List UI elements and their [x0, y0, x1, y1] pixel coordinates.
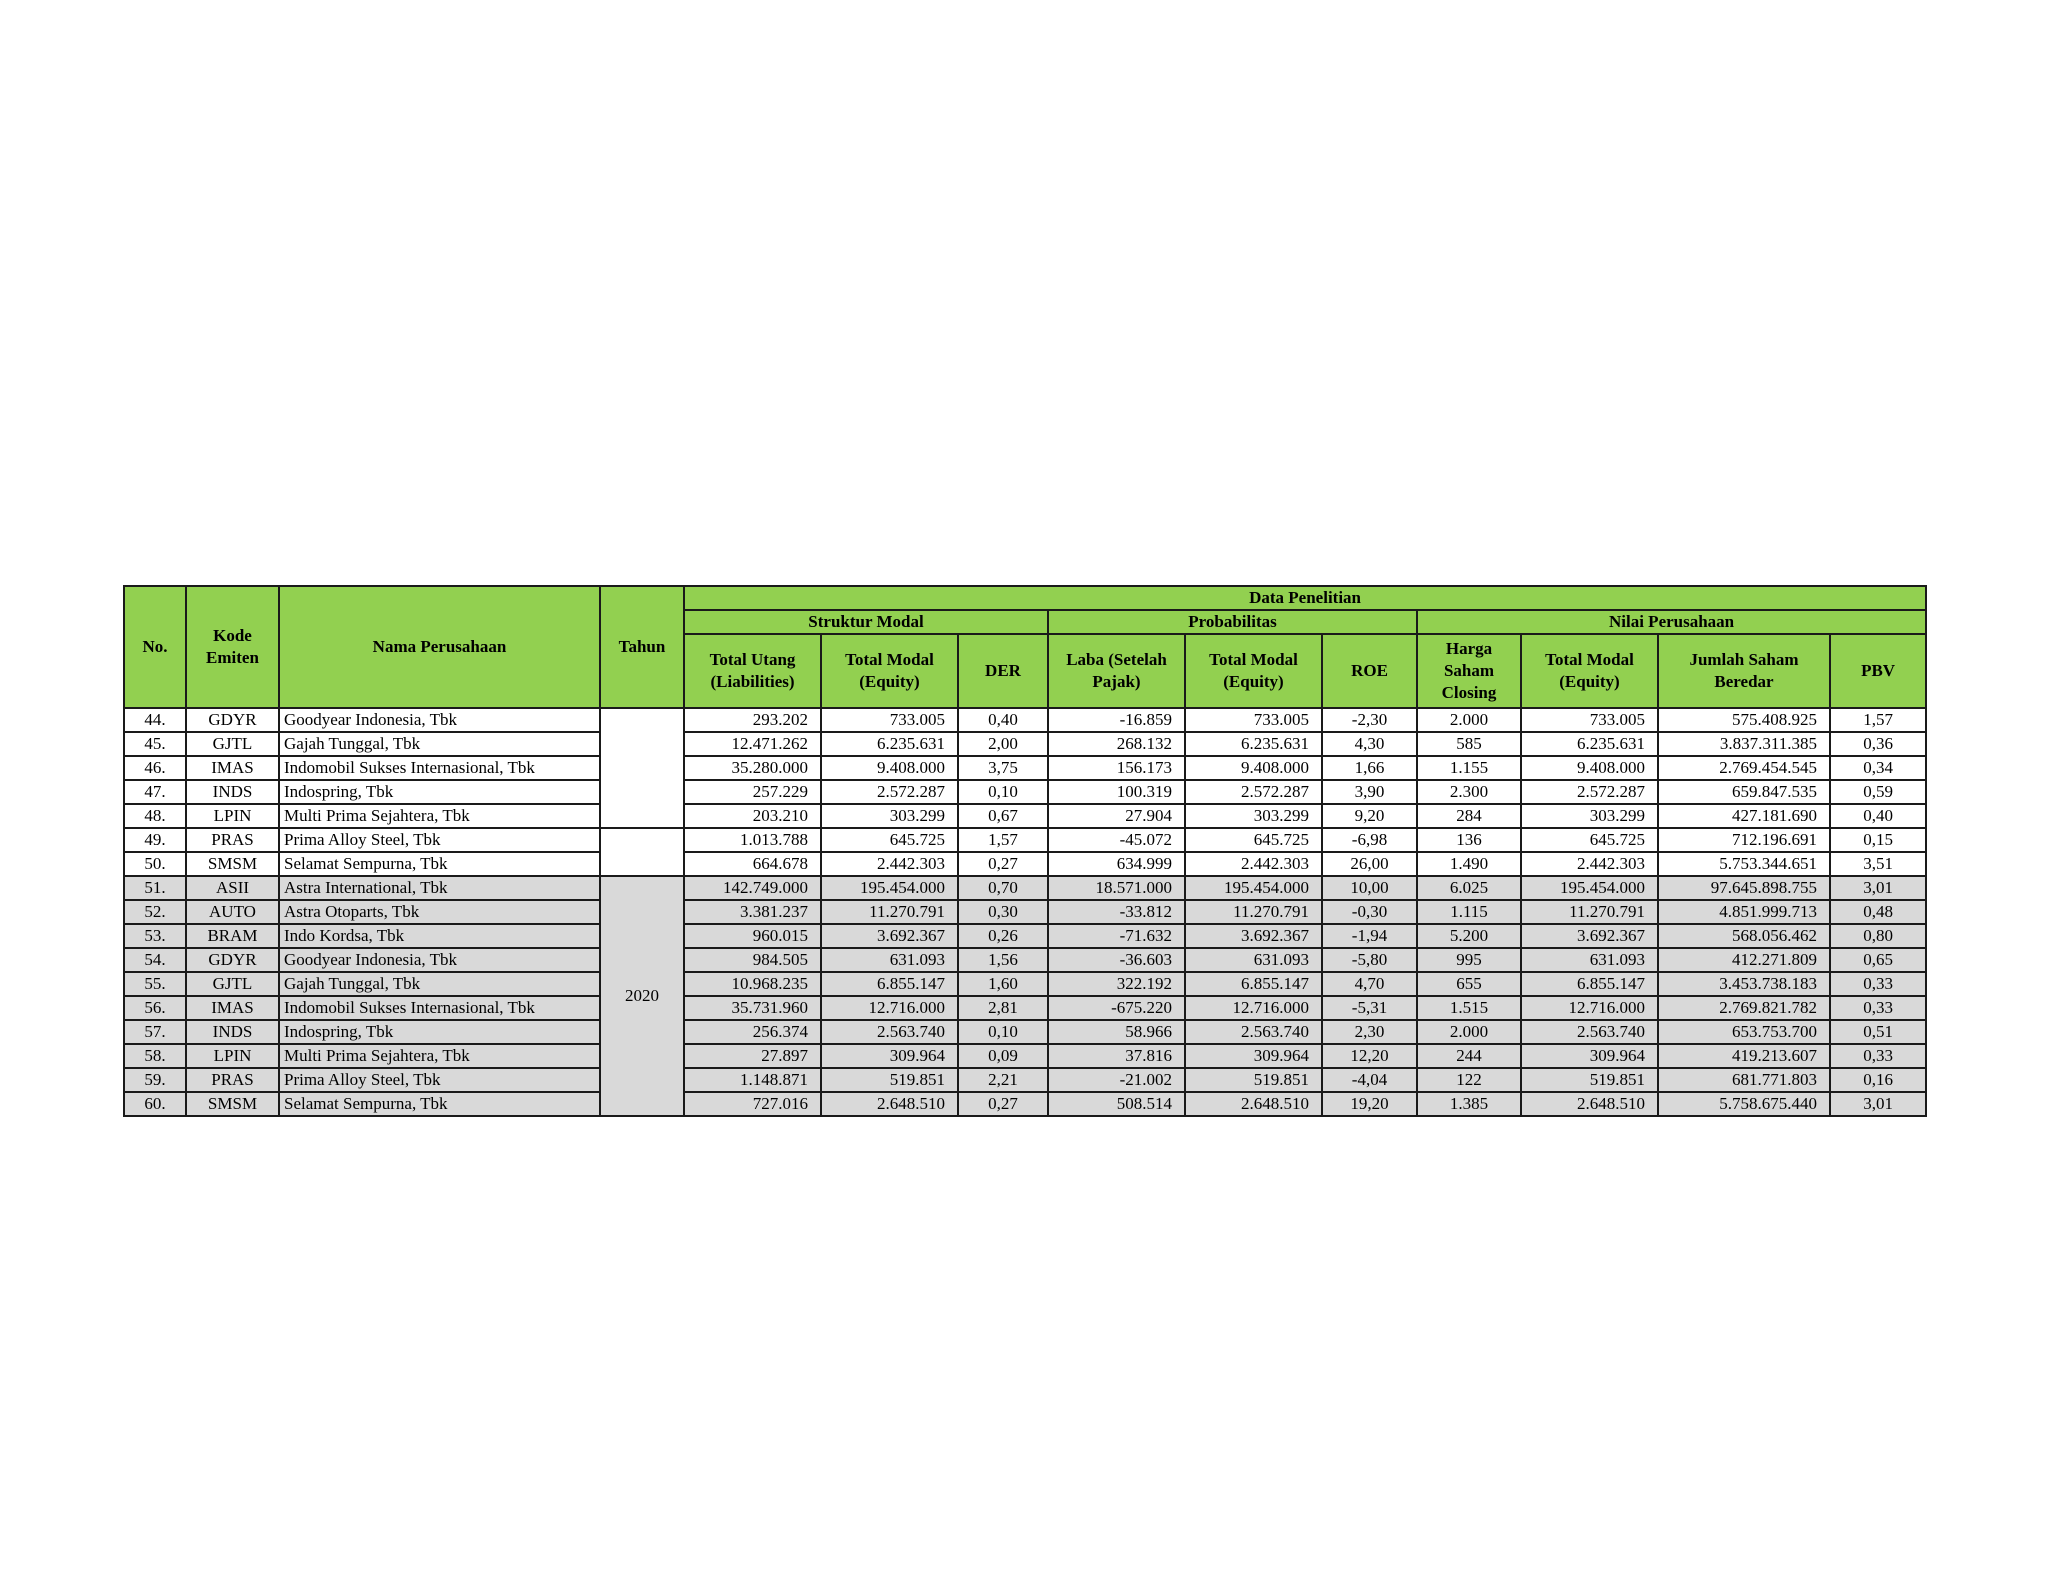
table-row — [124, 972, 1926, 996]
header-struktur-modal: Struktur Modal — [684, 610, 1048, 634]
cell-nama-perusahaan: Prima Alloy Steel, Tbk — [279, 828, 600, 852]
cell-harga-saham-closing: 1.115 — [1417, 900, 1521, 924]
cell-total-utang: 1.013.788 — [684, 828, 821, 852]
cell-total-utang: 960.015 — [684, 924, 821, 948]
cell-kode-emiten: INDS — [186, 1020, 279, 1044]
cell-jumlah-saham-beredar: 419.213.607 — [1658, 1044, 1830, 1068]
cell-laba-setelah-pajak: 100.319 — [1048, 780, 1185, 804]
cell-laba-setelah-pajak: 268.132 — [1048, 732, 1185, 756]
cell-kode-emiten: SMSM — [186, 1092, 279, 1116]
cell-laba-setelah-pajak: 37.816 — [1048, 1044, 1185, 1068]
cell-der: 0,10 — [958, 1020, 1048, 1044]
table-row — [124, 732, 1926, 756]
header-total-modal-struktur: Total Modal (Equity) — [821, 634, 958, 708]
cell-pbv: 0,34 — [1830, 756, 1926, 780]
cell-roe: 1,66 — [1322, 756, 1417, 780]
cell-no: 45. — [124, 732, 186, 756]
cell-laba-setelah-pajak: 18.571.000 — [1048, 876, 1185, 900]
cell-pbv: 0,33 — [1830, 1044, 1926, 1068]
cell-total-modal-probabilitas: 645.725 — [1185, 828, 1322, 852]
cell-no: 44. — [124, 708, 186, 732]
cell-total-modal-probabilitas: 2.563.740 — [1185, 1020, 1322, 1044]
cell-total-modal-nilai: 2.563.740 — [1521, 1020, 1658, 1044]
cell-kode-emiten: SMSM — [186, 852, 279, 876]
cell-kode-emiten: GDYR — [186, 708, 279, 732]
cell-nama-perusahaan: Indospring, Tbk — [279, 1020, 600, 1044]
cell-jumlah-saham-beredar: 575.408.925 — [1658, 708, 1830, 732]
cell-total-modal-probabilitas: 12.716.000 — [1185, 996, 1322, 1020]
header-tahun: Tahun — [600, 586, 684, 708]
table-row — [124, 900, 1926, 924]
cell-total-modal-nilai: 303.299 — [1521, 804, 1658, 828]
cell-laba-setelah-pajak: -33.812 — [1048, 900, 1185, 924]
cell-total-modal-nilai: 12.716.000 — [1521, 996, 1658, 1020]
cell-total-modal-nilai: 11.270.791 — [1521, 900, 1658, 924]
cell-no: 52. — [124, 900, 186, 924]
cell-kode-emiten: INDS — [186, 780, 279, 804]
cell-total-utang: 203.210 — [684, 804, 821, 828]
table-row — [124, 780, 1926, 804]
cell-nama-perusahaan: Multi Prima Sejahtera, Tbk — [279, 1044, 600, 1068]
cell-kode-emiten: IMAS — [186, 756, 279, 780]
cell-total-modal-probabilitas: 631.093 — [1185, 948, 1322, 972]
cell-total-utang: 35.731.960 — [684, 996, 821, 1020]
cell-total-utang: 256.374 — [684, 1020, 821, 1044]
cell-jumlah-saham-beredar: 97.645.898.755 — [1658, 876, 1830, 900]
cell-harga-saham-closing: 1.490 — [1417, 852, 1521, 876]
header-pbv: PBV — [1830, 634, 1926, 708]
table-row — [124, 876, 1926, 900]
cell-jumlah-saham-beredar: 5.753.344.651 — [1658, 852, 1830, 876]
cell-nama-perusahaan: Multi Prima Sejahtera, Tbk — [279, 804, 600, 828]
cell-roe: 4,70 — [1322, 972, 1417, 996]
table-row — [124, 996, 1926, 1020]
cell-roe: 9,20 — [1322, 804, 1417, 828]
cell-pbv: 1,57 — [1830, 708, 1926, 732]
header-nilai-perusahaan: Nilai Perusahaan — [1417, 610, 1926, 634]
cell-kode-emiten: IMAS — [186, 996, 279, 1020]
cell-roe: -5,80 — [1322, 948, 1417, 972]
cell-jumlah-saham-beredar: 2.769.454.545 — [1658, 756, 1830, 780]
header-laba-setelah-pajak: Laba (Setelah Pajak) — [1048, 634, 1185, 708]
cell-jumlah-saham-beredar: 2.769.821.782 — [1658, 996, 1830, 1020]
cell-kode-emiten: GDYR — [186, 948, 279, 972]
cell-total-modal-probabilitas: 6.235.631 — [1185, 732, 1322, 756]
cell-pbv: 0,48 — [1830, 900, 1926, 924]
cell-total-modal-nilai: 2.442.303 — [1521, 852, 1658, 876]
cell-laba-setelah-pajak: -16.859 — [1048, 708, 1185, 732]
cell-kode-emiten: BRAM — [186, 924, 279, 948]
cell-kode-emiten: PRAS — [186, 828, 279, 852]
cell-total-modal-struktur: 733.005 — [821, 708, 958, 732]
cell-roe: -2,30 — [1322, 708, 1417, 732]
cell-roe: 4,30 — [1322, 732, 1417, 756]
cell-total-modal-struktur: 6.855.147 — [821, 972, 958, 996]
cell-nama-perusahaan: Indospring, Tbk — [279, 780, 600, 804]
cell-der: 0,27 — [958, 852, 1048, 876]
cell-no: 58. — [124, 1044, 186, 1068]
cell-jumlah-saham-beredar: 5.758.675.440 — [1658, 1092, 1830, 1116]
cell-total-utang: 142.749.000 — [684, 876, 821, 900]
cell-total-modal-probabilitas: 303.299 — [1185, 804, 1322, 828]
cell-der: 1,57 — [958, 828, 1048, 852]
cell-no: 49. — [124, 828, 186, 852]
table-row — [124, 804, 1926, 828]
cell-jumlah-saham-beredar: 4.851.999.713 — [1658, 900, 1830, 924]
cell-total-modal-nilai: 733.005 — [1521, 708, 1658, 732]
cell-nama-perusahaan: Indomobil Sukses Internasional, Tbk — [279, 996, 600, 1020]
header-kode-emiten: Kode Emiten — [186, 586, 279, 708]
cell-total-modal-nilai: 6.855.147 — [1521, 972, 1658, 996]
cell-pbv: 3,01 — [1830, 1092, 1926, 1116]
cell-tahun-blank — [600, 828, 684, 876]
cell-jumlah-saham-beredar: 659.847.535 — [1658, 780, 1830, 804]
cell-total-modal-struktur: 2.572.287 — [821, 780, 958, 804]
cell-laba-setelah-pajak: -71.632 — [1048, 924, 1185, 948]
cell-jumlah-saham-beredar: 712.196.691 — [1658, 828, 1830, 852]
header-der: DER — [958, 634, 1048, 708]
cell-total-modal-nilai: 6.235.631 — [1521, 732, 1658, 756]
cell-kode-emiten: LPIN — [186, 1044, 279, 1068]
cell-total-modal-nilai: 9.408.000 — [1521, 756, 1658, 780]
cell-total-utang: 3.381.237 — [684, 900, 821, 924]
cell-roe: 26,00 — [1322, 852, 1417, 876]
cell-total-utang: 727.016 — [684, 1092, 821, 1116]
cell-laba-setelah-pajak: -45.072 — [1048, 828, 1185, 852]
cell-nama-perusahaan: Gajah Tunggal, Tbk — [279, 972, 600, 996]
cell-kode-emiten: PRAS — [186, 1068, 279, 1092]
cell-total-utang: 1.148.871 — [684, 1068, 821, 1092]
cell-no: 56. — [124, 996, 186, 1020]
cell-der: 0,27 — [958, 1092, 1048, 1116]
cell-total-modal-nilai: 519.851 — [1521, 1068, 1658, 1092]
cell-total-modal-probabilitas: 519.851 — [1185, 1068, 1322, 1092]
header-jumlah-saham-beredar: Jumlah Saham Beredar — [1658, 634, 1830, 708]
cell-der: 0,09 — [958, 1044, 1048, 1068]
cell-total-modal-struktur: 2.563.740 — [821, 1020, 958, 1044]
header-harga-saham-closing: Harga Saham Closing — [1417, 634, 1521, 708]
cell-der: 0,70 — [958, 876, 1048, 900]
cell-jumlah-saham-beredar: 681.771.803 — [1658, 1068, 1830, 1092]
cell-total-modal-struktur: 303.299 — [821, 804, 958, 828]
cell-harga-saham-closing: 2.000 — [1417, 708, 1521, 732]
research-data-table — [123, 585, 1927, 1117]
cell-pbv: 0,36 — [1830, 732, 1926, 756]
cell-der: 2,81 — [958, 996, 1048, 1020]
cell-pbv: 3,01 — [1830, 876, 1926, 900]
cell-total-modal-nilai: 309.964 — [1521, 1044, 1658, 1068]
cell-total-modal-probabilitas: 195.454.000 — [1185, 876, 1322, 900]
cell-roe: 19,20 — [1322, 1092, 1417, 1116]
cell-der: 0,67 — [958, 804, 1048, 828]
cell-no: 59. — [124, 1068, 186, 1092]
cell-no: 47. — [124, 780, 186, 804]
table-row — [124, 708, 1926, 732]
cell-total-modal-nilai: 195.454.000 — [1521, 876, 1658, 900]
cell-kode-emiten: AUTO — [186, 900, 279, 924]
cell-roe: -6,98 — [1322, 828, 1417, 852]
cell-total-utang: 293.202 — [684, 708, 821, 732]
cell-pbv: 0,51 — [1830, 1020, 1926, 1044]
cell-der: 1,56 — [958, 948, 1048, 972]
cell-total-modal-struktur: 309.964 — [821, 1044, 958, 1068]
cell-roe: -1,94 — [1322, 924, 1417, 948]
cell-der: 0,40 — [958, 708, 1048, 732]
cell-laba-setelah-pajak: 58.966 — [1048, 1020, 1185, 1044]
cell-total-modal-probabilitas: 2.648.510 — [1185, 1092, 1322, 1116]
table-row — [124, 1044, 1926, 1068]
cell-total-modal-struktur: 9.408.000 — [821, 756, 958, 780]
cell-tahun-blank — [600, 708, 684, 828]
cell-kode-emiten: ASII — [186, 876, 279, 900]
cell-roe: 12,20 — [1322, 1044, 1417, 1068]
cell-total-modal-probabilitas: 309.964 — [1185, 1044, 1322, 1068]
cell-no: 55. — [124, 972, 186, 996]
header-total-modal-nilai: Total Modal (Equity) — [1521, 634, 1658, 708]
cell-total-utang: 27.897 — [684, 1044, 821, 1068]
table-body — [124, 708, 1926, 1116]
cell-total-modal-struktur: 2.648.510 — [821, 1092, 958, 1116]
cell-laba-setelah-pajak: 634.999 — [1048, 852, 1185, 876]
cell-nama-perusahaan: Indomobil Sukses Internasional, Tbk — [279, 756, 600, 780]
cell-der: 3,75 — [958, 756, 1048, 780]
cell-total-modal-probabilitas: 6.855.147 — [1185, 972, 1322, 996]
cell-harga-saham-closing: 1.385 — [1417, 1092, 1521, 1116]
cell-total-utang: 35.280.000 — [684, 756, 821, 780]
cell-harga-saham-closing: 244 — [1417, 1044, 1521, 1068]
cell-jumlah-saham-beredar: 3.837.311.385 — [1658, 732, 1830, 756]
cell-total-modal-struktur: 6.235.631 — [821, 732, 958, 756]
cell-laba-setelah-pajak: 508.514 — [1048, 1092, 1185, 1116]
cell-jumlah-saham-beredar: 3.453.738.183 — [1658, 972, 1830, 996]
header-data-penelitian: Data Penelitian — [684, 586, 1926, 610]
cell-nama-perusahaan: Astra International, Tbk — [279, 876, 600, 900]
cell-harga-saham-closing: 585 — [1417, 732, 1521, 756]
cell-pbv: 0,16 — [1830, 1068, 1926, 1092]
header-total-modal-probabilitas: Total Modal (Equity) — [1185, 634, 1322, 708]
cell-pbv: 0,15 — [1830, 828, 1926, 852]
cell-harga-saham-closing: 2.300 — [1417, 780, 1521, 804]
cell-pbv: 0,33 — [1830, 996, 1926, 1020]
header-probabilitas: Probabilitas — [1048, 610, 1417, 634]
cell-pbv: 0,59 — [1830, 780, 1926, 804]
cell-kode-emiten: GJTL — [186, 972, 279, 996]
cell-pbv: 0,80 — [1830, 924, 1926, 948]
cell-roe: 10,00 — [1322, 876, 1417, 900]
cell-nama-perusahaan: Goodyear Indonesia, Tbk — [279, 948, 600, 972]
cell-harga-saham-closing: 284 — [1417, 804, 1521, 828]
header-no: No. — [124, 586, 186, 708]
cell-harga-saham-closing: 122 — [1417, 1068, 1521, 1092]
cell-laba-setelah-pajak: 27.904 — [1048, 804, 1185, 828]
cell-kode-emiten: LPIN — [186, 804, 279, 828]
cell-no: 54. — [124, 948, 186, 972]
cell-total-modal-struktur: 645.725 — [821, 828, 958, 852]
cell-total-modal-struktur: 11.270.791 — [821, 900, 958, 924]
cell-no: 51. — [124, 876, 186, 900]
cell-total-modal-probabilitas: 11.270.791 — [1185, 900, 1322, 924]
cell-pbv: 0,65 — [1830, 948, 1926, 972]
cell-harga-saham-closing: 6.025 — [1417, 876, 1521, 900]
cell-roe: -4,04 — [1322, 1068, 1417, 1092]
cell-der: 0,10 — [958, 780, 1048, 804]
cell-no: 60. — [124, 1092, 186, 1116]
cell-der: 1,60 — [958, 972, 1048, 996]
cell-laba-setelah-pajak: 156.173 — [1048, 756, 1185, 780]
cell-der: 0,26 — [958, 924, 1048, 948]
cell-total-modal-nilai: 2.572.287 — [1521, 780, 1658, 804]
table-header — [124, 586, 1926, 708]
cell-total-utang: 10.968.235 — [684, 972, 821, 996]
cell-nama-perusahaan: Selamat Sempurna, Tbk — [279, 1092, 600, 1116]
cell-laba-setelah-pajak: -36.603 — [1048, 948, 1185, 972]
cell-total-modal-struktur: 519.851 — [821, 1068, 958, 1092]
cell-no: 48. — [124, 804, 186, 828]
table-row — [124, 948, 1926, 972]
cell-nama-perusahaan: Selamat Sempurna, Tbk — [279, 852, 600, 876]
cell-der: 0,30 — [958, 900, 1048, 924]
cell-no: 53. — [124, 924, 186, 948]
cell-harga-saham-closing: 2.000 — [1417, 1020, 1521, 1044]
table-row — [124, 1092, 1926, 1116]
header-roe: ROE — [1322, 634, 1417, 708]
cell-total-modal-struktur: 2.442.303 — [821, 852, 958, 876]
cell-total-utang: 12.471.262 — [684, 732, 821, 756]
cell-nama-perusahaan: Gajah Tunggal, Tbk — [279, 732, 600, 756]
table-row — [124, 924, 1926, 948]
cell-nama-perusahaan: Prima Alloy Steel, Tbk — [279, 1068, 600, 1092]
cell-total-utang: 984.505 — [684, 948, 821, 972]
cell-no: 46. — [124, 756, 186, 780]
cell-roe: -5,31 — [1322, 996, 1417, 1020]
cell-der: 2,21 — [958, 1068, 1048, 1092]
cell-harga-saham-closing: 5.200 — [1417, 924, 1521, 948]
cell-total-modal-struktur: 631.093 — [821, 948, 958, 972]
cell-total-modal-struktur: 195.454.000 — [821, 876, 958, 900]
cell-nama-perusahaan: Goodyear Indonesia, Tbk — [279, 708, 600, 732]
cell-total-modal-struktur: 3.692.367 — [821, 924, 958, 948]
cell-kode-emiten: GJTL — [186, 732, 279, 756]
cell-harga-saham-closing: 995 — [1417, 948, 1521, 972]
cell-harga-saham-closing: 1.155 — [1417, 756, 1521, 780]
cell-total-utang: 664.678 — [684, 852, 821, 876]
cell-jumlah-saham-beredar: 427.181.690 — [1658, 804, 1830, 828]
cell-total-modal-probabilitas: 2.572.287 — [1185, 780, 1322, 804]
cell-total-utang: 257.229 — [684, 780, 821, 804]
cell-jumlah-saham-beredar: 653.753.700 — [1658, 1020, 1830, 1044]
cell-total-modal-probabilitas: 2.442.303 — [1185, 852, 1322, 876]
cell-total-modal-struktur: 12.716.000 — [821, 996, 958, 1020]
cell-nama-perusahaan: Indo Kordsa, Tbk — [279, 924, 600, 948]
cell-total-modal-probabilitas: 9.408.000 — [1185, 756, 1322, 780]
cell-harga-saham-closing: 136 — [1417, 828, 1521, 852]
header-nama-perusahaan: Nama Perusahaan — [279, 586, 600, 708]
cell-pbv: 0,33 — [1830, 972, 1926, 996]
table-row — [124, 756, 1926, 780]
table-row — [124, 1068, 1926, 1092]
cell-total-modal-nilai: 631.093 — [1521, 948, 1658, 972]
cell-no: 57. — [124, 1020, 186, 1044]
cell-laba-setelah-pajak: -675.220 — [1048, 996, 1185, 1020]
cell-der: 2,00 — [958, 732, 1048, 756]
cell-roe: -0,30 — [1322, 900, 1417, 924]
cell-pbv: 3,51 — [1830, 852, 1926, 876]
table-row — [124, 1020, 1926, 1044]
cell-roe: 2,30 — [1322, 1020, 1417, 1044]
cell-total-modal-nilai: 3.692.367 — [1521, 924, 1658, 948]
cell-total-modal-nilai: 2.648.510 — [1521, 1092, 1658, 1116]
table-row — [124, 852, 1926, 876]
cell-tahun-2020: 2020 — [600, 876, 684, 1116]
cell-roe: 3,90 — [1322, 780, 1417, 804]
cell-total-modal-probabilitas: 733.005 — [1185, 708, 1322, 732]
header-total-utang: Total Utang (Liabilities) — [684, 634, 821, 708]
cell-laba-setelah-pajak: -21.002 — [1048, 1068, 1185, 1092]
cell-nama-perusahaan: Astra Otoparts, Tbk — [279, 900, 600, 924]
cell-pbv: 0,40 — [1830, 804, 1926, 828]
cell-total-modal-nilai: 645.725 — [1521, 828, 1658, 852]
cell-laba-setelah-pajak: 322.192 — [1048, 972, 1185, 996]
cell-no: 50. — [124, 852, 186, 876]
cell-jumlah-saham-beredar: 412.271.809 — [1658, 948, 1830, 972]
cell-harga-saham-closing: 1.515 — [1417, 996, 1521, 1020]
cell-harga-saham-closing: 655 — [1417, 972, 1521, 996]
table-row — [124, 828, 1926, 852]
cell-jumlah-saham-beredar: 568.056.462 — [1658, 924, 1830, 948]
cell-total-modal-probabilitas: 3.692.367 — [1185, 924, 1322, 948]
